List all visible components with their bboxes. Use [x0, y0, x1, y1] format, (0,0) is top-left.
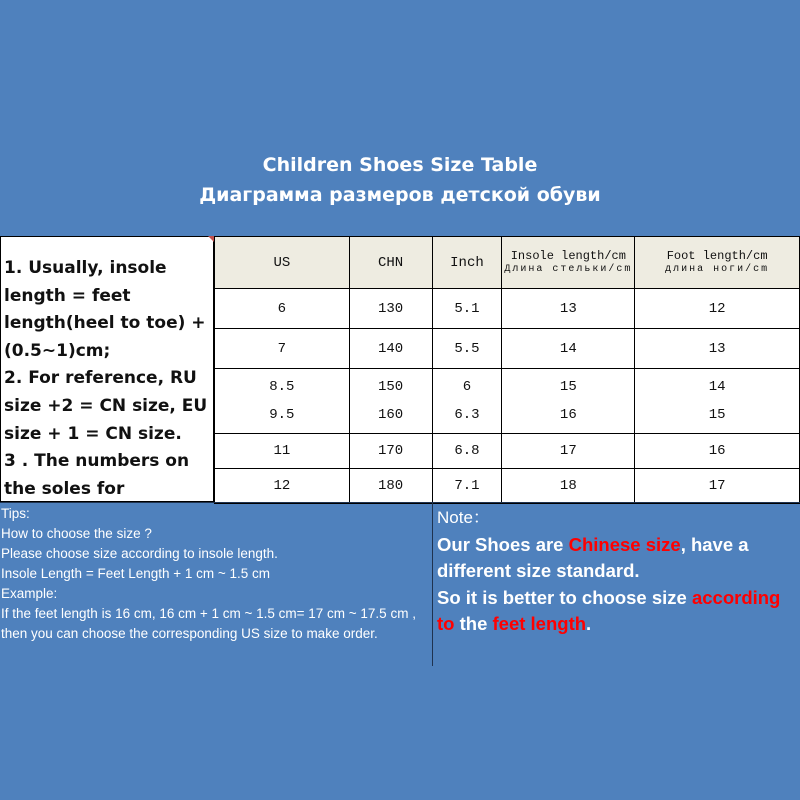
table-row	[215, 289, 800, 329]
page-subtitle-russian: Диаграмма размеров детской обуви	[199, 184, 601, 206]
note-text: , have a different size standard.	[437, 533, 749, 581]
note-highlight-chinese-size: Chinese size	[568, 533, 681, 555]
header-insole	[502, 237, 635, 289]
cell-insole: 18	[502, 469, 635, 504]
cell-foot: 12	[635, 289, 800, 329]
note-highlight-according-to: according to	[437, 586, 781, 634]
table-row	[215, 469, 800, 504]
cell-insole: 13	[502, 289, 635, 329]
note-item-3: 3 . The numbers on the soles for	[4, 451, 190, 499]
cell-foot: 15	[708, 407, 726, 423]
cell-insole-pair	[502, 369, 635, 434]
note-item-1: 1. Usually, insole length = feet length(heel to toe) + (0.5~1)cm;	[4, 258, 206, 361]
cell-foot: 16	[635, 434, 800, 469]
cell-chn: 150	[377, 379, 404, 395]
notes-box	[0, 236, 214, 502]
cell-us: 8.5	[269, 379, 295, 395]
header-insole-label-ru: Длина стельки/cm	[504, 264, 633, 275]
tips-line: Please choose size according to insole length.	[1, 546, 278, 561]
tips-line: How to choose the size ?	[1, 526, 152, 541]
cell-inch: 6.3	[454, 407, 480, 423]
note-box	[437, 505, 797, 638]
cell-insole: 14	[502, 329, 635, 369]
cell-chn: 160	[377, 407, 404, 423]
cell-inch: 5.1	[432, 289, 502, 329]
header-insole-label: Insole length/cm	[510, 249, 626, 263]
tips-example-heading: Example:	[1, 586, 58, 601]
note-text: So it is better to choose size	[437, 586, 692, 608]
cell-inch-pair	[432, 369, 502, 434]
cell-chn: 130	[349, 289, 432, 329]
tips-box	[0, 503, 432, 666]
title-block	[0, 150, 800, 210]
cell-us: 6	[215, 289, 350, 329]
column-divider	[432, 503, 433, 666]
cell-inch: 5.5	[432, 329, 502, 369]
note-line-1	[437, 532, 797, 585]
cell-us-pair	[215, 369, 350, 434]
cell-us: 11	[215, 434, 350, 469]
page-title: Children Shoes Size Table	[262, 154, 538, 176]
cell-inch: 7.1	[432, 469, 502, 504]
cell-inch: 6	[462, 379, 472, 395]
cell-insole: 15	[559, 379, 577, 395]
cell-foot-pair	[635, 369, 800, 434]
cell-chn: 140	[349, 329, 432, 369]
table-row	[215, 329, 800, 369]
cell-inch: 6.8	[432, 434, 502, 469]
size-table	[214, 236, 800, 504]
cell-chn: 180	[349, 469, 432, 504]
cell-us: 9.5	[269, 407, 295, 423]
cell-foot: 14	[708, 379, 726, 395]
cell-us: 7	[215, 329, 350, 369]
header-foot	[635, 237, 800, 289]
tips-formula: Insole Length = Feet Length + 1 cm ~ 1.5 cm	[1, 566, 271, 581]
cell-foot: 13	[635, 329, 800, 369]
table-header-row	[215, 237, 800, 289]
note-text: Our Shoes are	[437, 533, 569, 555]
tips-example: If the feet length is 16 cm, 16 cm + 1 cm ~ 1.5 cm= 17 cm ~ 17.5 cm , then you can choose the corresponding US size to make order.	[1, 606, 416, 641]
table-row	[215, 434, 800, 469]
header-us: US	[215, 237, 350, 289]
note-heading: Note：	[437, 508, 490, 527]
note-item-2: 2. For reference, RU size +2 = CN size, EU size + 1 = CN size.	[4, 368, 208, 444]
cell-chn: 170	[349, 434, 432, 469]
cell-foot: 17	[635, 469, 800, 504]
header-inch: Inch	[432, 237, 502, 289]
note-highlight-feet-length: feet length	[492, 613, 587, 634]
header-chn: CHN	[349, 237, 432, 289]
cell-us: 12	[215, 469, 350, 504]
cell-insole: 16	[559, 407, 577, 423]
table-row-merged	[215, 369, 800, 434]
note-text: the	[454, 613, 493, 634]
note-line-2	[437, 585, 797, 638]
tips-heading: Tips:	[1, 506, 30, 521]
header-foot-label: Foot length/cm	[666, 249, 768, 263]
header-foot-label-ru: длина ноги/cm	[665, 264, 770, 275]
note-text: .	[586, 613, 592, 634]
cell-insole: 17	[502, 434, 635, 469]
cell-chn-pair	[349, 369, 432, 434]
